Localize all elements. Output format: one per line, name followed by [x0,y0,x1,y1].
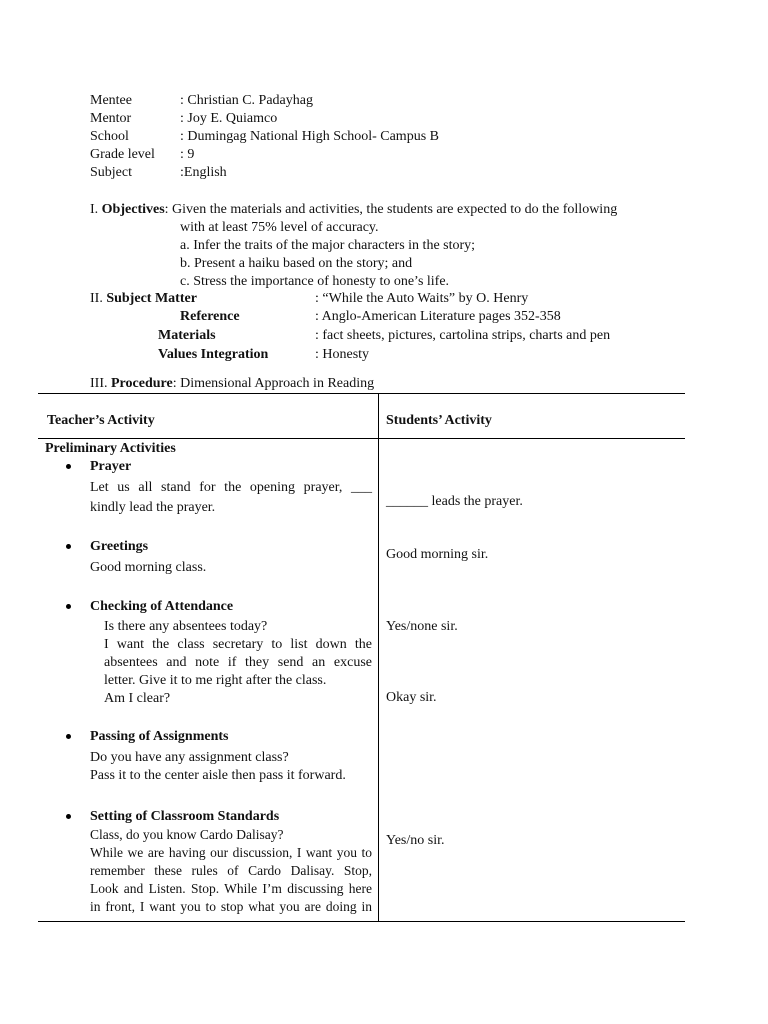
standards-response: Yes/no sir. [386,833,445,848]
attendance-line: absentees and note if they send an excuse [104,655,372,670]
school-value: : Dumingag National High School- Campus B [180,129,439,144]
bullet-icon [66,464,71,469]
objectives-line [90,201,617,219]
assignments-line: Pass it to the center aisle then pass it forward. [90,768,346,783]
bullet-icon [66,734,71,739]
reference-value: : Anglo-American Literature pages 352-358 [315,309,561,324]
standards-title: Setting of Classroom Standards [90,809,280,824]
mentor-label: Mentor [90,111,132,126]
objectives-heading: Objectives [101,202,165,217]
prayer-title: Prayer [90,459,132,474]
grade-level-label: Grade level [90,147,155,162]
attendance-line: Is there any absentees today? [104,619,268,634]
attendance-text [104,618,372,708]
objective-item-b: b. Present a haiku based on the story; and [180,256,413,271]
students-activity-header: Students’ Activity [386,413,492,428]
subject-matter-line [90,290,197,308]
greetings-title: Greetings [90,539,149,554]
school-label: School [90,129,129,144]
mentee-value: : Christian C. Padayhag [180,93,313,108]
standards-line: remember these rules of Cardo Dalisay. Stop, [90,863,372,878]
materials-value: : fact sheets, pictures, cartolina strips, charts and pen [315,328,611,343]
standards-line: Class, do you know Cardo Dalisay? [90,827,284,842]
objectives-text: : Given the materials and activities, the students are expected to do the following [164,202,618,217]
subject-matter-value: : “While the Auto Waits” by O. Henry [315,291,529,306]
assignments-line: Do you have any assignment class? [90,750,289,765]
prayer-response: ______ leads the prayer. [386,494,523,509]
greetings-line: Good morning class. [90,560,207,575]
greetings-response: Good morning sir. [386,547,489,562]
table-header-border [38,438,685,439]
standards-line: While we are having our discussion, I want you to [90,845,372,860]
subject-matter-prefix: II. [90,291,107,306]
standards-line: in front, I want you to stop what you are doing in [90,899,372,914]
values-integration-label: Values Integration [158,347,269,362]
objective-item-c: c. Stress the importance of honesty to one’s life. [180,274,450,289]
preliminary-activities-heading: Preliminary Activities [45,441,176,456]
attendance-line: Am I clear? [104,691,171,706]
attendance-response-2: Okay sir. [386,690,437,705]
procedure-text: : Dimensional Approach in Reading [172,376,375,391]
mentee-label: Mentee [90,93,132,108]
table-top-border [38,393,685,394]
assignments-title: Passing of Assignments [90,729,229,744]
teacher-activity-header: Teacher’s Activity [47,413,155,428]
prayer-line: kindly lead the prayer. [90,500,216,515]
prayer-text [90,479,372,517]
objectives-prefix: I. [90,202,102,217]
grade-level-value: : 9 [180,147,195,162]
objective-item-a: a. Infer the traits of the major characters in the story; [180,238,476,253]
procedure-heading: Procedure [111,376,173,391]
attendance-line: I want the class secretary to list down the [104,637,372,652]
bullet-icon [66,604,71,609]
procedure-prefix: III. [90,376,111,391]
mentor-value: : Joy E. Quiamco [180,111,278,126]
table-column-divider [378,393,379,922]
procedure-line [90,375,374,393]
values-integration-value: : Honesty [315,347,370,362]
subject-matter-heading: Subject Matter [106,291,197,306]
reference-label: Reference [180,309,240,324]
prayer-line: Let us all stand for the opening prayer, ___ [90,480,372,495]
table-bottom-border [38,921,685,922]
attendance-line: letter. Give it to me right after the class. [104,673,327,688]
materials-label: Materials [158,328,216,343]
bullet-icon [66,814,71,819]
subject-label: Subject [90,165,132,180]
attendance-response-1: Yes/none sir. [386,619,458,634]
standards-text [90,826,372,916]
objectives-line-2: with at least 75% level of accuracy. [180,220,379,235]
standards-line: Look and Listen. Stop. While I’m discussing here [90,881,372,896]
subject-value: :English [180,165,227,180]
bullet-icon [66,544,71,549]
attendance-title: Checking of Attendance [90,599,234,614]
